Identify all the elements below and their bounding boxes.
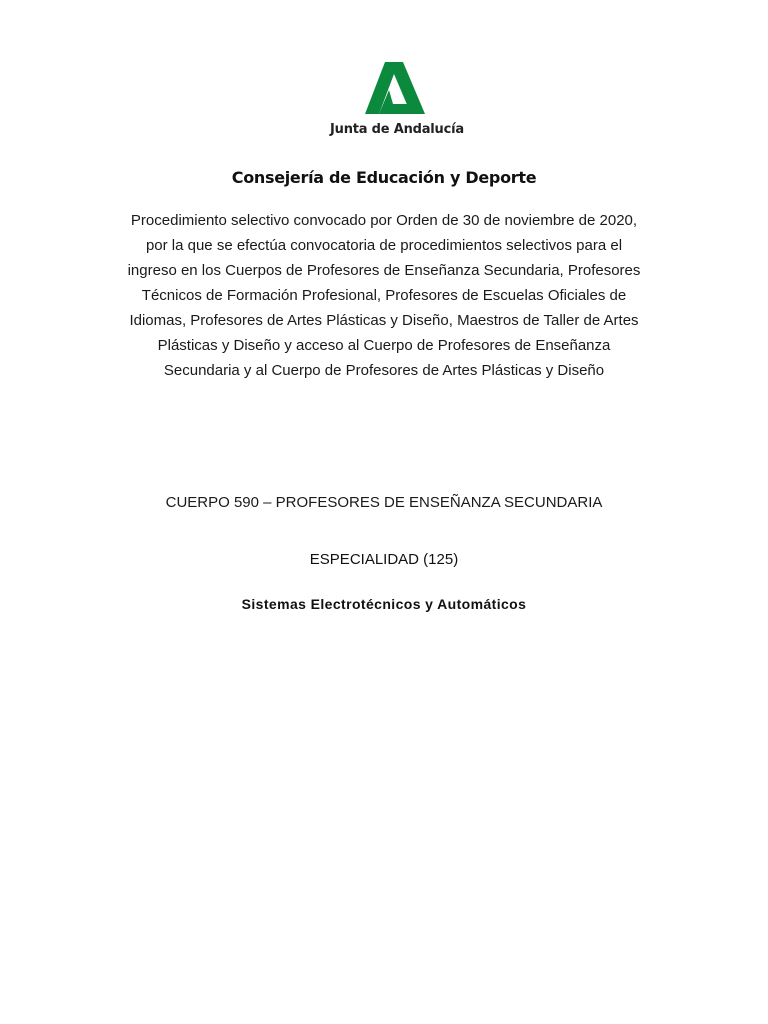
intro-paragraph (110, 208, 658, 383)
logo-text: Junta de Andalucía (330, 122, 464, 137)
intro-line: por la que se efectúa convocatoria de procedimientos selectivos para el (145, 237, 623, 254)
especialidad-heading: ESPECIALIDAD (125) (309, 551, 459, 568)
intro-line: Idiomas, Profesores de Artes Plásticas y Diseño, Maestros de Taller de Artes (129, 312, 639, 329)
intro-line: Secundaria y al Cuerpo de Profesores de Artes Plásticas y Diseño (163, 362, 605, 379)
intro-line: Plásticas y Diseño y acceso al Cuerpo de Profesores de Enseñanza (157, 337, 611, 354)
department-title: Consejería de Educación y Deporte (231, 168, 537, 187)
intro-line: Técnicos de Formación Profesional, Profesores de Escuelas Oficiales de (141, 287, 627, 304)
junta-andalucia-emblem-icon (363, 60, 427, 116)
intro-line: ingreso en los Cuerpos de Profesores de Enseñanza Secundaria, Profesores (127, 262, 641, 279)
intro-line: Procedimiento selectivo convocado por Orden de 30 de noviembre de 2020, (130, 212, 638, 229)
materia-title: Sistemas Electrotécnicos y Automáticos (241, 596, 527, 612)
cuerpo-heading: CUERPO 590 – PROFESORES DE ENSEÑANZA SECUNDARIA (165, 494, 603, 511)
junta-andalucia-logo (330, 60, 464, 150)
